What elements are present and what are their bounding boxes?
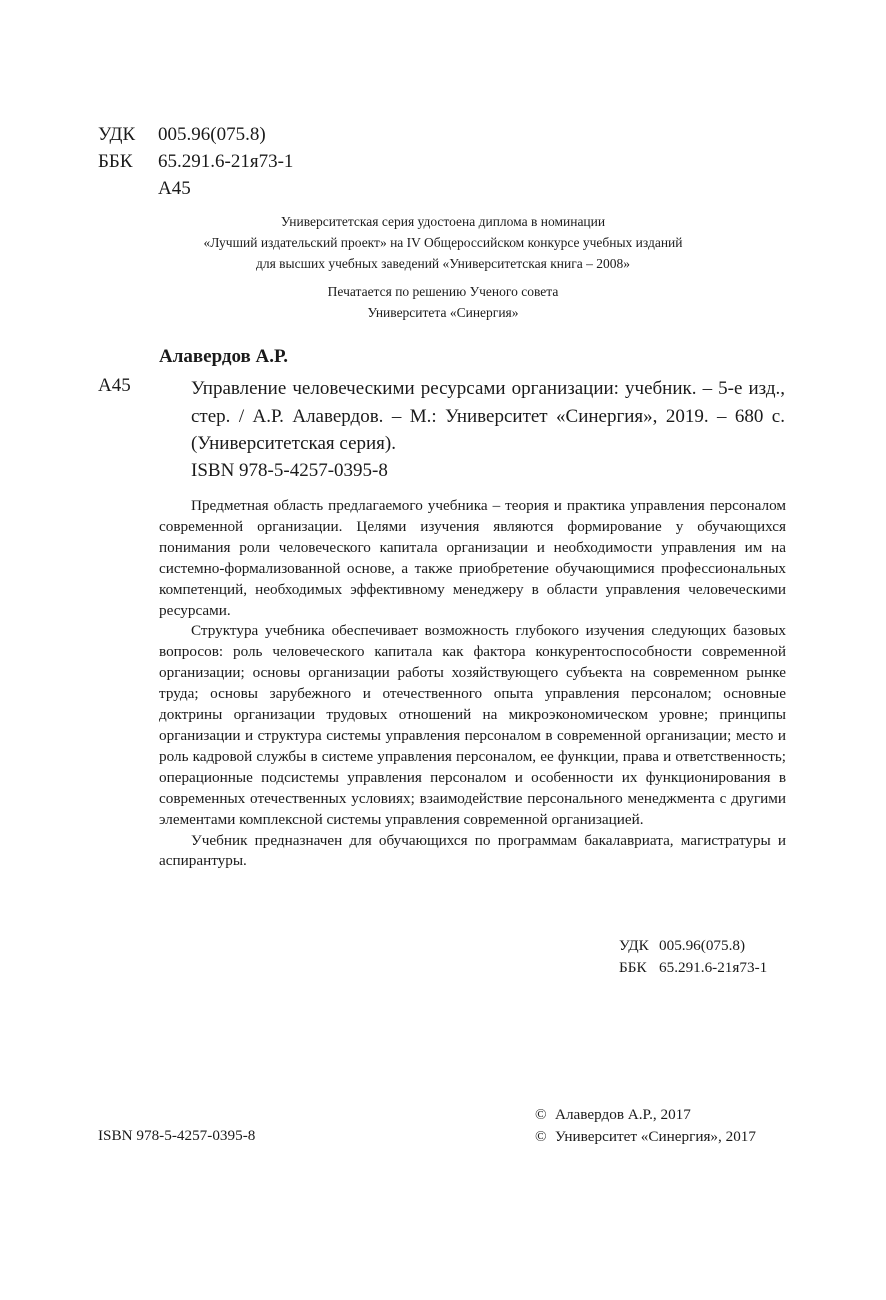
- footer-udk-row: [619, 935, 767, 957]
- copyright-text: Алавердов А.Р., 2017: [555, 1106, 691, 1123]
- copyright-text: Университет «Синергия», 2017: [555, 1128, 756, 1145]
- udk-row: [98, 121, 293, 148]
- annotation-paragraph: Структура учебника обеспечивает возможность глубокого изучения следующих базовых вопросов: роль человеческого капитала как фактора конкурентоспособности современной организации; основы организации работы хозяйствующего субъекта на современном рынке труда; основы зарубежного и отечественного опыта управления персоналом; основные доктрины организации трудовых отношений на микроэкономическом уровне; принципы организации и структура системы управления персоналом в современной организации; место и роль кадровой службы в системе управления персоналом, ее функции, права и ответственность; операционные подсистемы управления персоналом и особенности их функционирования в современных отечественных условиях; взаимодействие персонального менеджмента с другими элементами комплексной системы управления современной организацией.: [159, 622, 786, 828]
- series-award-note: [0, 211, 886, 274]
- decision-note-line: Университета «Синергия»: [367, 305, 519, 320]
- footer-udk-value: 005.96(075.8): [659, 937, 746, 954]
- footer-bbk-label: ББК: [619, 958, 647, 976]
- copyright-line: [535, 1126, 756, 1148]
- footer-classification-codes: [619, 935, 767, 978]
- udk-label: УДК: [98, 124, 136, 145]
- udk-value: 005.96(075.8): [158, 124, 266, 145]
- entry-author-mark: А45: [98, 375, 131, 396]
- entry-isbn: ISBN 978-5-4257-0395-8: [191, 460, 388, 481]
- author-mark-row: [98, 175, 293, 202]
- bbk-label: ББК: [98, 151, 133, 172]
- copyright-icon: ©: [535, 1128, 547, 1145]
- decision-note-line: Печатается по решению Ученого совета: [327, 284, 559, 299]
- footer-udk-label: УДК: [619, 937, 649, 954]
- author-mark: А45: [158, 178, 191, 199]
- annotation: [159, 496, 786, 872]
- author-name: Алавердов А.Р.: [159, 346, 288, 367]
- annotation-paragraph: Предметная область предлагаемого учебника – теория и практика управления персоналом современной организации. Целями изучения являются формирование у обучающихся понимания роли человеческого капитала организации и необходимости управления им на системно-формализованной основе, а также приобретение обучающимися профессиональных компетенций, необходимых эффективному менеджеру в области управления человеческими ресурсами.: [159, 497, 786, 619]
- series-note-line: для высших учебных заведений «Университетская книга – 2008»: [255, 256, 631, 271]
- publication-decision-note: [0, 281, 886, 323]
- copyright-line: [535, 1104, 756, 1126]
- bbk-value: 65.291.6-21я73-1: [158, 151, 294, 172]
- series-note-line: Университетская серия удостоена диплома в номинации: [280, 214, 606, 229]
- bottom-isbn: ISBN 978-5-4257-0395-8: [98, 1127, 256, 1144]
- footer-bbk-row: [619, 957, 767, 979]
- bbk-row: [98, 148, 293, 175]
- annotation-paragraph: Учебник предназначен для обучающихся по программам бакалавриата, магистратуры и аспирантуры.: [159, 831, 786, 870]
- footer-bbk-value: 65.291.6-21я73-1: [659, 958, 768, 976]
- bibliographic-description: Управление человеческими ресурсами организации: учебник. – 5-е изд., стер. / А.Р. Алавердов. – М.: Университет «Синергия», 2019. – 680 с. (Университетская серия).: [191, 378, 785, 454]
- series-note-line: «Лучший издательский проект» на IV Общероссийском конкурсе учебных изданий: [203, 235, 683, 250]
- classification-codes: [98, 121, 293, 202]
- copyright-icon: ©: [535, 1106, 547, 1123]
- copyright-block: [535, 1104, 756, 1148]
